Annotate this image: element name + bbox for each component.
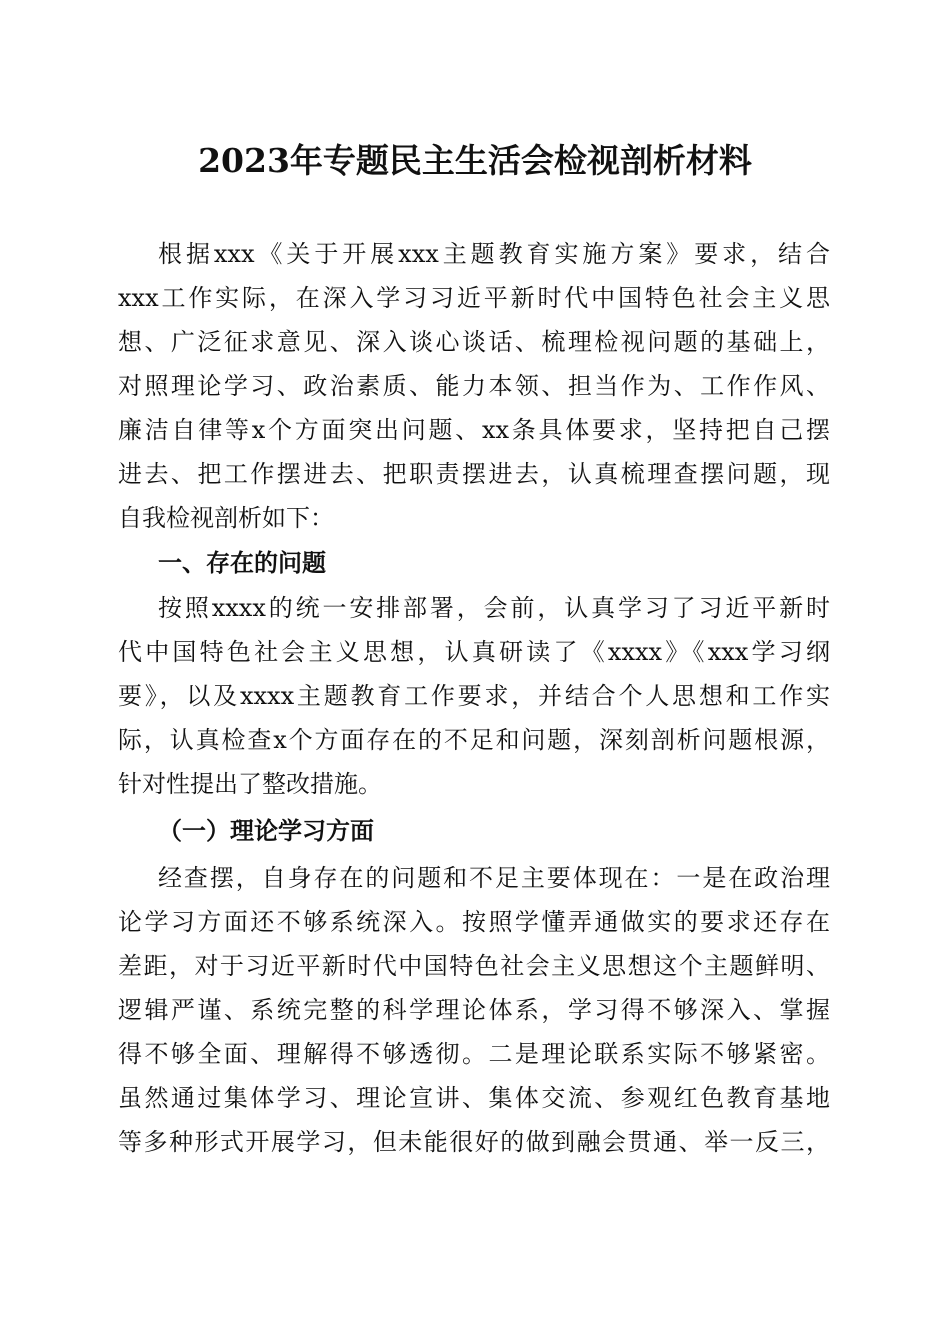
- subsection-line: 论学习方面还不够系统深入。按照学懂弄通做实的要求还存在: [118, 908, 830, 936]
- intro-line: 进去、把工作摆进去、把职责摆进去，认真梳理查摆问题，现: [118, 460, 830, 488]
- intro-line: xxx工作实际，在深入学习习近平新时代中国特色社会主义思: [118, 284, 830, 312]
- section-line: 要》，以及xxxx主题教育工作要求，并结合个人思想和工作实: [118, 682, 830, 710]
- section-heading: 一、存在的问题: [158, 549, 326, 577]
- subsection-heading: （一）理论学习方面: [158, 816, 374, 845]
- subsection-line: 得不够全面、理解得不够透彻。二是理论联系实际不够紧密。: [118, 1040, 830, 1068]
- subsection-line: 等多种形式开展学习，但未能很好的做到融会贯通、举一反三，: [118, 1128, 830, 1156]
- intro-line: 想、广泛征求意见、深入谈心谈话、梳理检视问题的基础上，: [118, 328, 830, 356]
- subsection-line: 逻辑严谨、系统完整的科学理论体系，学习得不够深入、掌握: [118, 996, 830, 1024]
- intro-line: 根据xxx《关于开展xxx主题教育实施方案》要求，结合: [158, 240, 830, 268]
- subsection-line: 差距，对于习近平新时代中国特色社会主义思想这个主题鲜明、: [118, 952, 830, 980]
- subsection-line: 经查摆，自身存在的问题和不足主要体现在：一是在政治理: [158, 864, 830, 892]
- intro-line: 自我检视剖析如下：: [118, 504, 334, 532]
- intro-line: 廉洁自律等x个方面突出问题、xx条具体要求，坚持把自己摆: [118, 416, 830, 444]
- subsection-line: 虽然通过集体学习、理论宣讲、集体交流、参观红色教育基地: [118, 1084, 830, 1112]
- intro-line: 对照理论学习、政治素质、能力本领、担当作为、工作作风、: [118, 372, 830, 400]
- section-line: 按照xxxx的统一安排部署，会前，认真学习了习近平新时: [158, 594, 830, 622]
- section-line: 代中国特色社会主义思想，认真研读了《xxxx》《xxx学习纲: [118, 638, 830, 666]
- document-title: 2023年专题民主生活会检视剖析材料: [198, 141, 752, 180]
- section-line: 际，认真检查x个方面存在的不足和问题，深刻剖析问题根源，: [118, 726, 830, 754]
- section-line: 针对性提出了整改措施。: [118, 770, 382, 798]
